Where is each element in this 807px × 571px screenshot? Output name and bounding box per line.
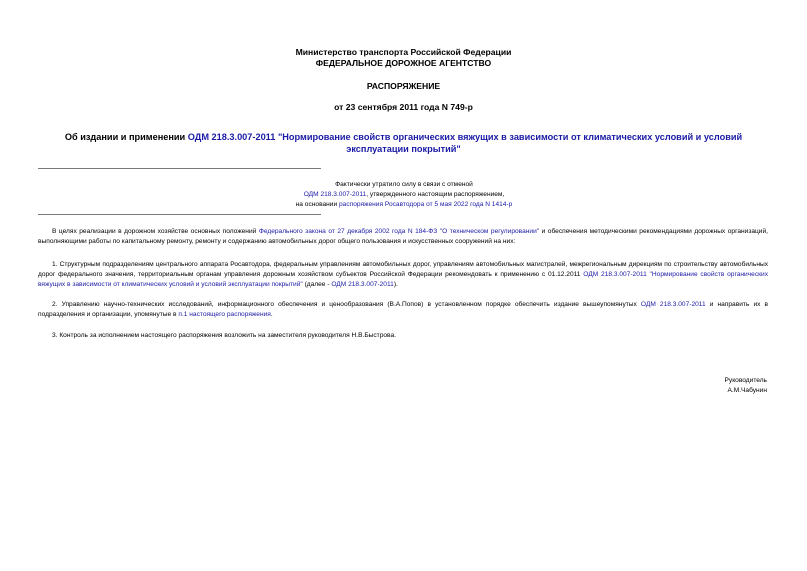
document-type-heading: РАСПОРЯЖЕНИЕ (366, 81, 441, 91)
item-3-paragraph: 3. Контроль за исполнением настоящего распоряжения возложить на заместителя руководителя Н.В.Быстрова. (52, 332, 396, 339)
signature-position: Руководитель (724, 377, 767, 384)
item1-text-2: (далее - (302, 281, 332, 289)
status-note-basis: на основании (295, 201, 340, 208)
agency-heading: ФЕДЕРАЛЬНОЕ ДОРОЖНОЕ АГЕНТСТВО (315, 58, 492, 68)
item2-odm-link[interactable]: ОДМ 218.3.007-2011 (640, 301, 706, 308)
document-title (40, 131, 767, 155)
preamble-text-2: и обеспечения методическими рекомендациями дорожных организаций, выполняющими работы по капитальному ремонту, ремонту и содержанию автомобильных дорог общего пользования и искусственных сооружений на них: (38, 228, 768, 246)
divider-bottom (38, 214, 321, 215)
item1-odm-short-link[interactable]: ОДМ 218.3.007-2011 (331, 281, 394, 289)
signature-name: А.М.Чабунин (727, 387, 767, 394)
status-order-link[interactable]: распоряжения Росавтодора от 5 мая 2022 года N 1414-р (339, 201, 513, 208)
document-date: от 23 сентября 2011 года N 749-р (334, 102, 473, 112)
ministry-heading: Министерство транспорта Российской Федерации (295, 47, 512, 57)
status-note-line1: Фактически утратило силу в связи с отменой (335, 181, 473, 188)
title-odm-link[interactable]: ОДМ 218.3.007-2011 "Нормирование свойств органических вяжущих в зависимости от климатических условий и условий эксплуатации покрытий" (187, 132, 743, 154)
item2-text-2: и направить их в подразделения и организации, упомянутые в (38, 301, 769, 319)
preamble-paragraph (38, 227, 768, 247)
status-odm-link[interactable]: ОДМ 218.3.007-2011 (303, 191, 367, 198)
item1-text-1: 1. Структурным подразделениям центрального аппарата Росавтодора, федеральным управлениям автомобильных дорог, управлениям автомобильных магистралей, межрегиональным дирекциям по строительству автомобильных дорог федерального значения, территориальным органам управления дорожным хозяйством субъектов Российской Федерации рекомендовать к применению с 01.12.2011 (38, 261, 768, 279)
item-1-paragraph (38, 260, 768, 291)
federal-law-link[interactable]: Федерального закона от 27 декабря 2002 года N 184-ФЗ "О техническом регулировании" (258, 228, 540, 235)
item-2-paragraph (38, 300, 768, 320)
status-note-text: , утвержденного настоящим распоряжением, (366, 191, 505, 198)
item2-text-3: . (270, 311, 273, 319)
item1-text-3: ). (393, 281, 398, 289)
status-note-line2 (250, 190, 558, 200)
title-prefix: Об издании и применении (64, 132, 188, 142)
item2-point1-link[interactable]: п.1 настоящего распоряжения (178, 311, 271, 319)
item1-odm-full-link[interactable]: ОДМ 218.3.007-2011 "Нормирование свойств органических вяжущих в зависимости от климатических условий и условий эксплуатации покрытий" (38, 271, 768, 289)
status-note-line3 (250, 200, 558, 210)
item2-text-1: 2. Управлению научно-технических исследований, информационного обеспечения и ценообразования (В.А.Попов) в установленном порядке обеспечить издание вышеупомянутых (52, 301, 641, 308)
preamble-text-1: В целях реализации в дорожном хозяйстве основных положений (52, 228, 259, 235)
divider-top (38, 168, 321, 169)
